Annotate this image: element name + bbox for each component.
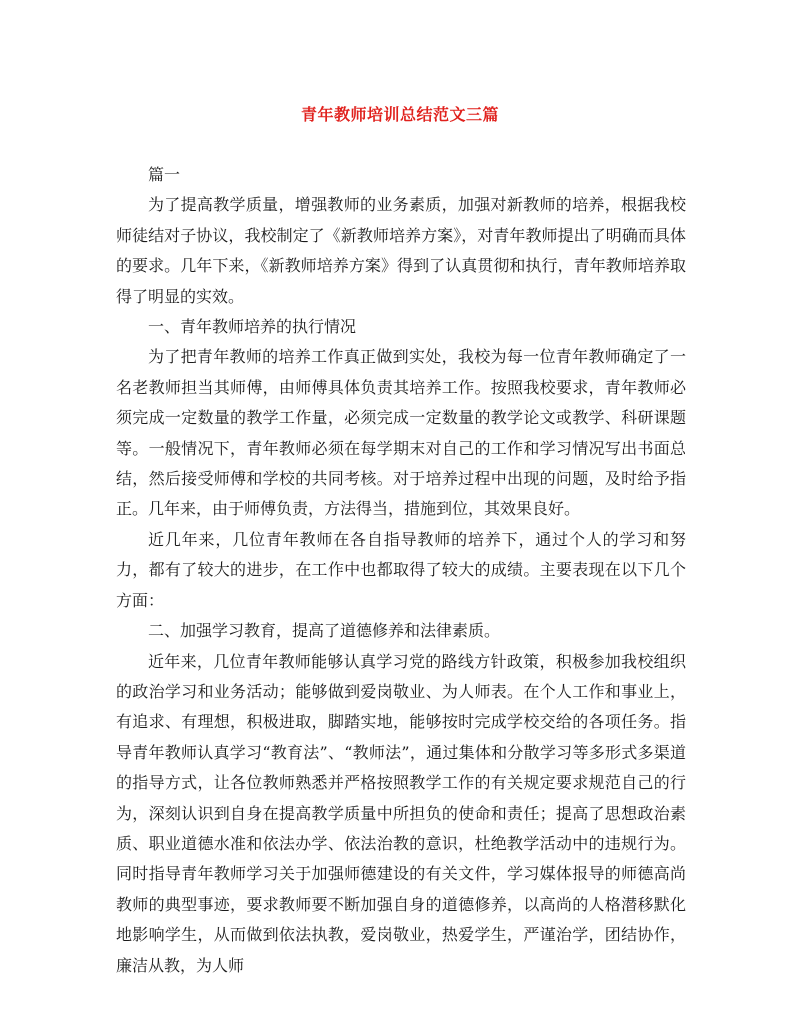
section-heading: 二、加强学习教育，提高了道德修养和法律素质。 [148,621,501,641]
document-title: 青年教师培训总结范文三篇 [300,105,499,124]
body-paragraph: 近年来，几位青年教师能够认真学习党的路线方针政策，积极参加我校组织的政治学习和业务活动；能够做到爱岗敬业、为人师表。在个人工作和事业上，有追求、有理想，积极进取，脚踏实地，能够按时完成学校交给的各项任务。指导青年教师认真学习“教育法”、“教师法”，通过集体和分散学习等多形式多渠道的指导方式，让各位教师熟悉并严格按照教学工作的有关规定要求规范自己的行为，深刻认识到自身在提高教学质量中所担负的使命和责任；提高了思想政治素质、职业道德水准和依法办学、依法治教的意识，杜绝教学活动中的违规行为。同时指导青年教师学习关于加强师德建设的有关文件，学习媒体报导的师德高尚教师的典型事迹，要求教师要不断加强自身的道德修养，以高尚的人格潜移默化地影响学生，从而做到依法执教，爱岗敬业，热爱学生，严谨治学，团结协作，廉洁从教，为人师 [116,651,686,975]
section-label: 篇一 [148,165,181,184]
section-heading: 一、青年教师培养的执行情况 [148,317,357,337]
document-body [116,160,686,981]
body-paragraph: 近几年来，几位青年教师在各自指导教师的培养下，通过个人的学习和努力，都有了较大的进步，在工作中也都取得了较大的成绩。主要表现在以下几个方面： [116,529,686,610]
body-paragraph: 为了提高教学质量，增强教师的业务素质，加强对新教师的培养，根据我校师徒结对子协议，我校制定了《新教师培养方案》，对青年教师提出了明确而具体的要求。几年下来，《新教师培养方案》得到了认真贯彻和执行，青年教师培养取得了明显的实效。 [116,195,686,306]
body-paragraph: 为了把青年教师的培养工作真正做到实处，我校为每一位青年教师确定了一名老教师担当其师傅，由师傅具体负责其培养工作。按照我校要求，青年教师必须完成一定数量的教学工作量，必须完成一定数量的教学论文或教学、科研课题等。一般情况下，青年教师必须在每学期末对自己的工作和学习情况写出书面总结，然后接受师傅和学校的共同考核。对于培养过程中出现的问题，及时给予指正。几年来，由于师傅负责，方法得当，措施到位，其效果良好。 [116,347,686,519]
